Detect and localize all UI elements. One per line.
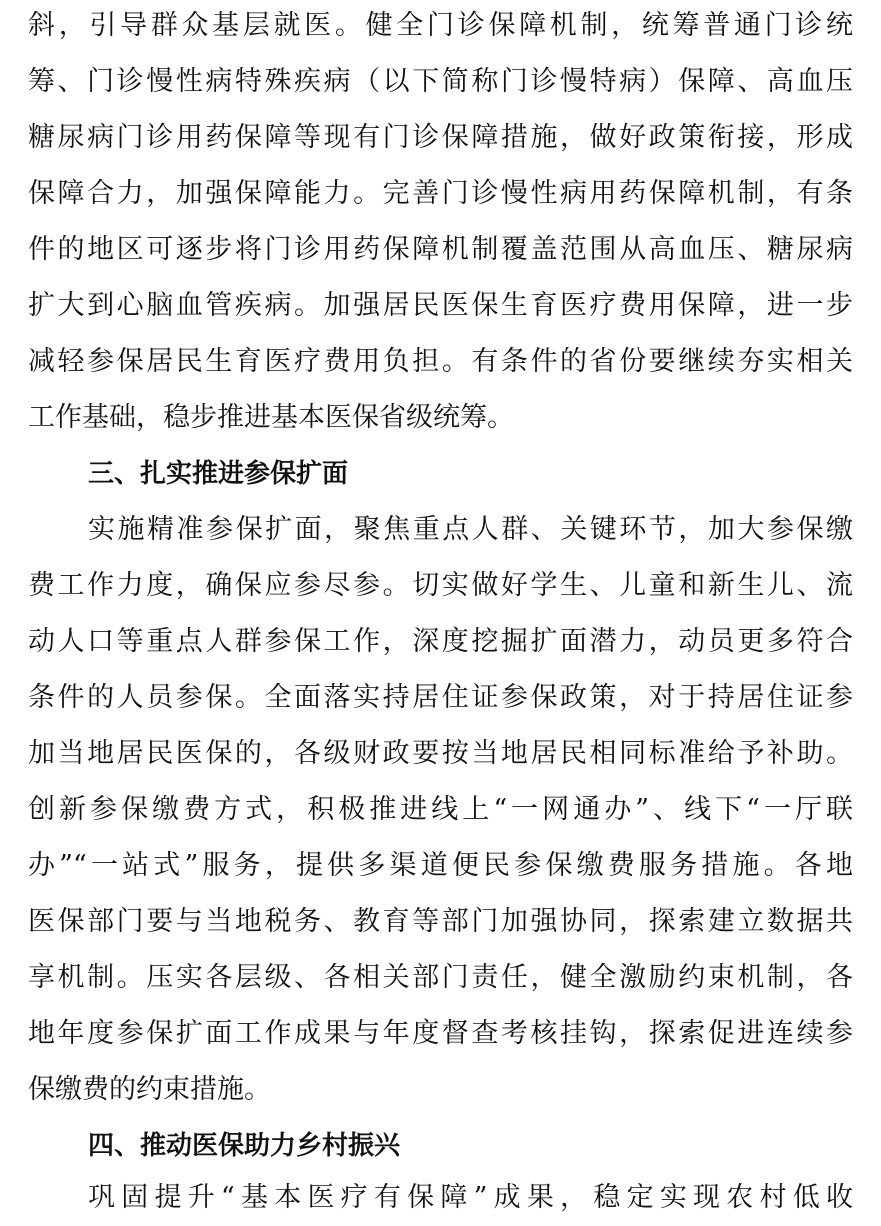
paragraph-line: 巩固提升“基本医疗有保障”成果，稳定实现农村低收 (88, 1182, 853, 1213)
paragraph-line: 费工作力度，确保应参尽参。切实做好学生、儿童和新生儿、流 (28, 570, 853, 601)
paragraph-line: 糖尿病门诊用药保障等现有门诊保障措施，做好政策衔接，形成 (28, 122, 853, 153)
paragraph-line: 减轻参保居民生育医疗费用负担。有条件的省份要继续夯实相关 (28, 346, 853, 377)
paragraph-line: 加当地居民医保的，各级财政要按当地居民相同标准给予补助。 (28, 738, 853, 769)
paragraph-line: 实施精准参保扩面，聚焦重点人群、关键环节，加大参保缴 (88, 514, 853, 545)
paragraph-line: 扩大到心脑血管疾病。加强居民医保生育医疗费用保障，进一步 (28, 290, 853, 321)
paragraph-line: 地年度参保扩面工作成果与年度督查考核挂钩，探索促进连续参 (28, 1018, 853, 1049)
paragraph-line: 筹、门诊慢性病特殊疾病（以下简称门诊慢特病）保障、高血压 (28, 66, 853, 97)
paragraph-line: 工作基础，稳步推进基本医保省级统筹。 (28, 402, 514, 433)
paragraph-line: 件的地区可逐步将门诊用药保障机制覆盖范围从高血压、糖尿病 (28, 234, 853, 265)
paragraph-line: 医保部门要与当地税务、教育等部门加强协同，探索建立数据共 (28, 906, 853, 937)
section-heading: 三、扎实推进参保扩面 (88, 459, 349, 489)
paragraph-line: 保缴费的约束措施。 (28, 1074, 271, 1105)
paragraph-line: 享机制。压实各层级、各相关部门责任，健全激励约束机制，各 (28, 962, 853, 993)
paragraph-line: 动人口等重点人群参保工作，深度挖掘扩面潜力，动员更多符合 (28, 626, 853, 657)
paragraph-line: 保障合力，加强保障能力。完善门诊慢性病用药保障机制，有条 (28, 178, 853, 209)
paragraph-line: 创新参保缴费方式，积极推进线上“一网通办”、线下“一厅联 (28, 794, 853, 825)
paragraph-line: 办”“一站式”服务，提供多渠道便民参保缴费服务措施。各地 (28, 850, 853, 881)
paragraph-line: 条件的人员参保。全面落实持居住证参保政策，对于持居住证参 (28, 682, 853, 713)
section-heading: 四、推动医保助力乡村振兴 (88, 1131, 401, 1161)
paragraph-line: 斜，引导群众基层就医。健全门诊保障机制，统筹普通门诊统 (28, 10, 853, 41)
